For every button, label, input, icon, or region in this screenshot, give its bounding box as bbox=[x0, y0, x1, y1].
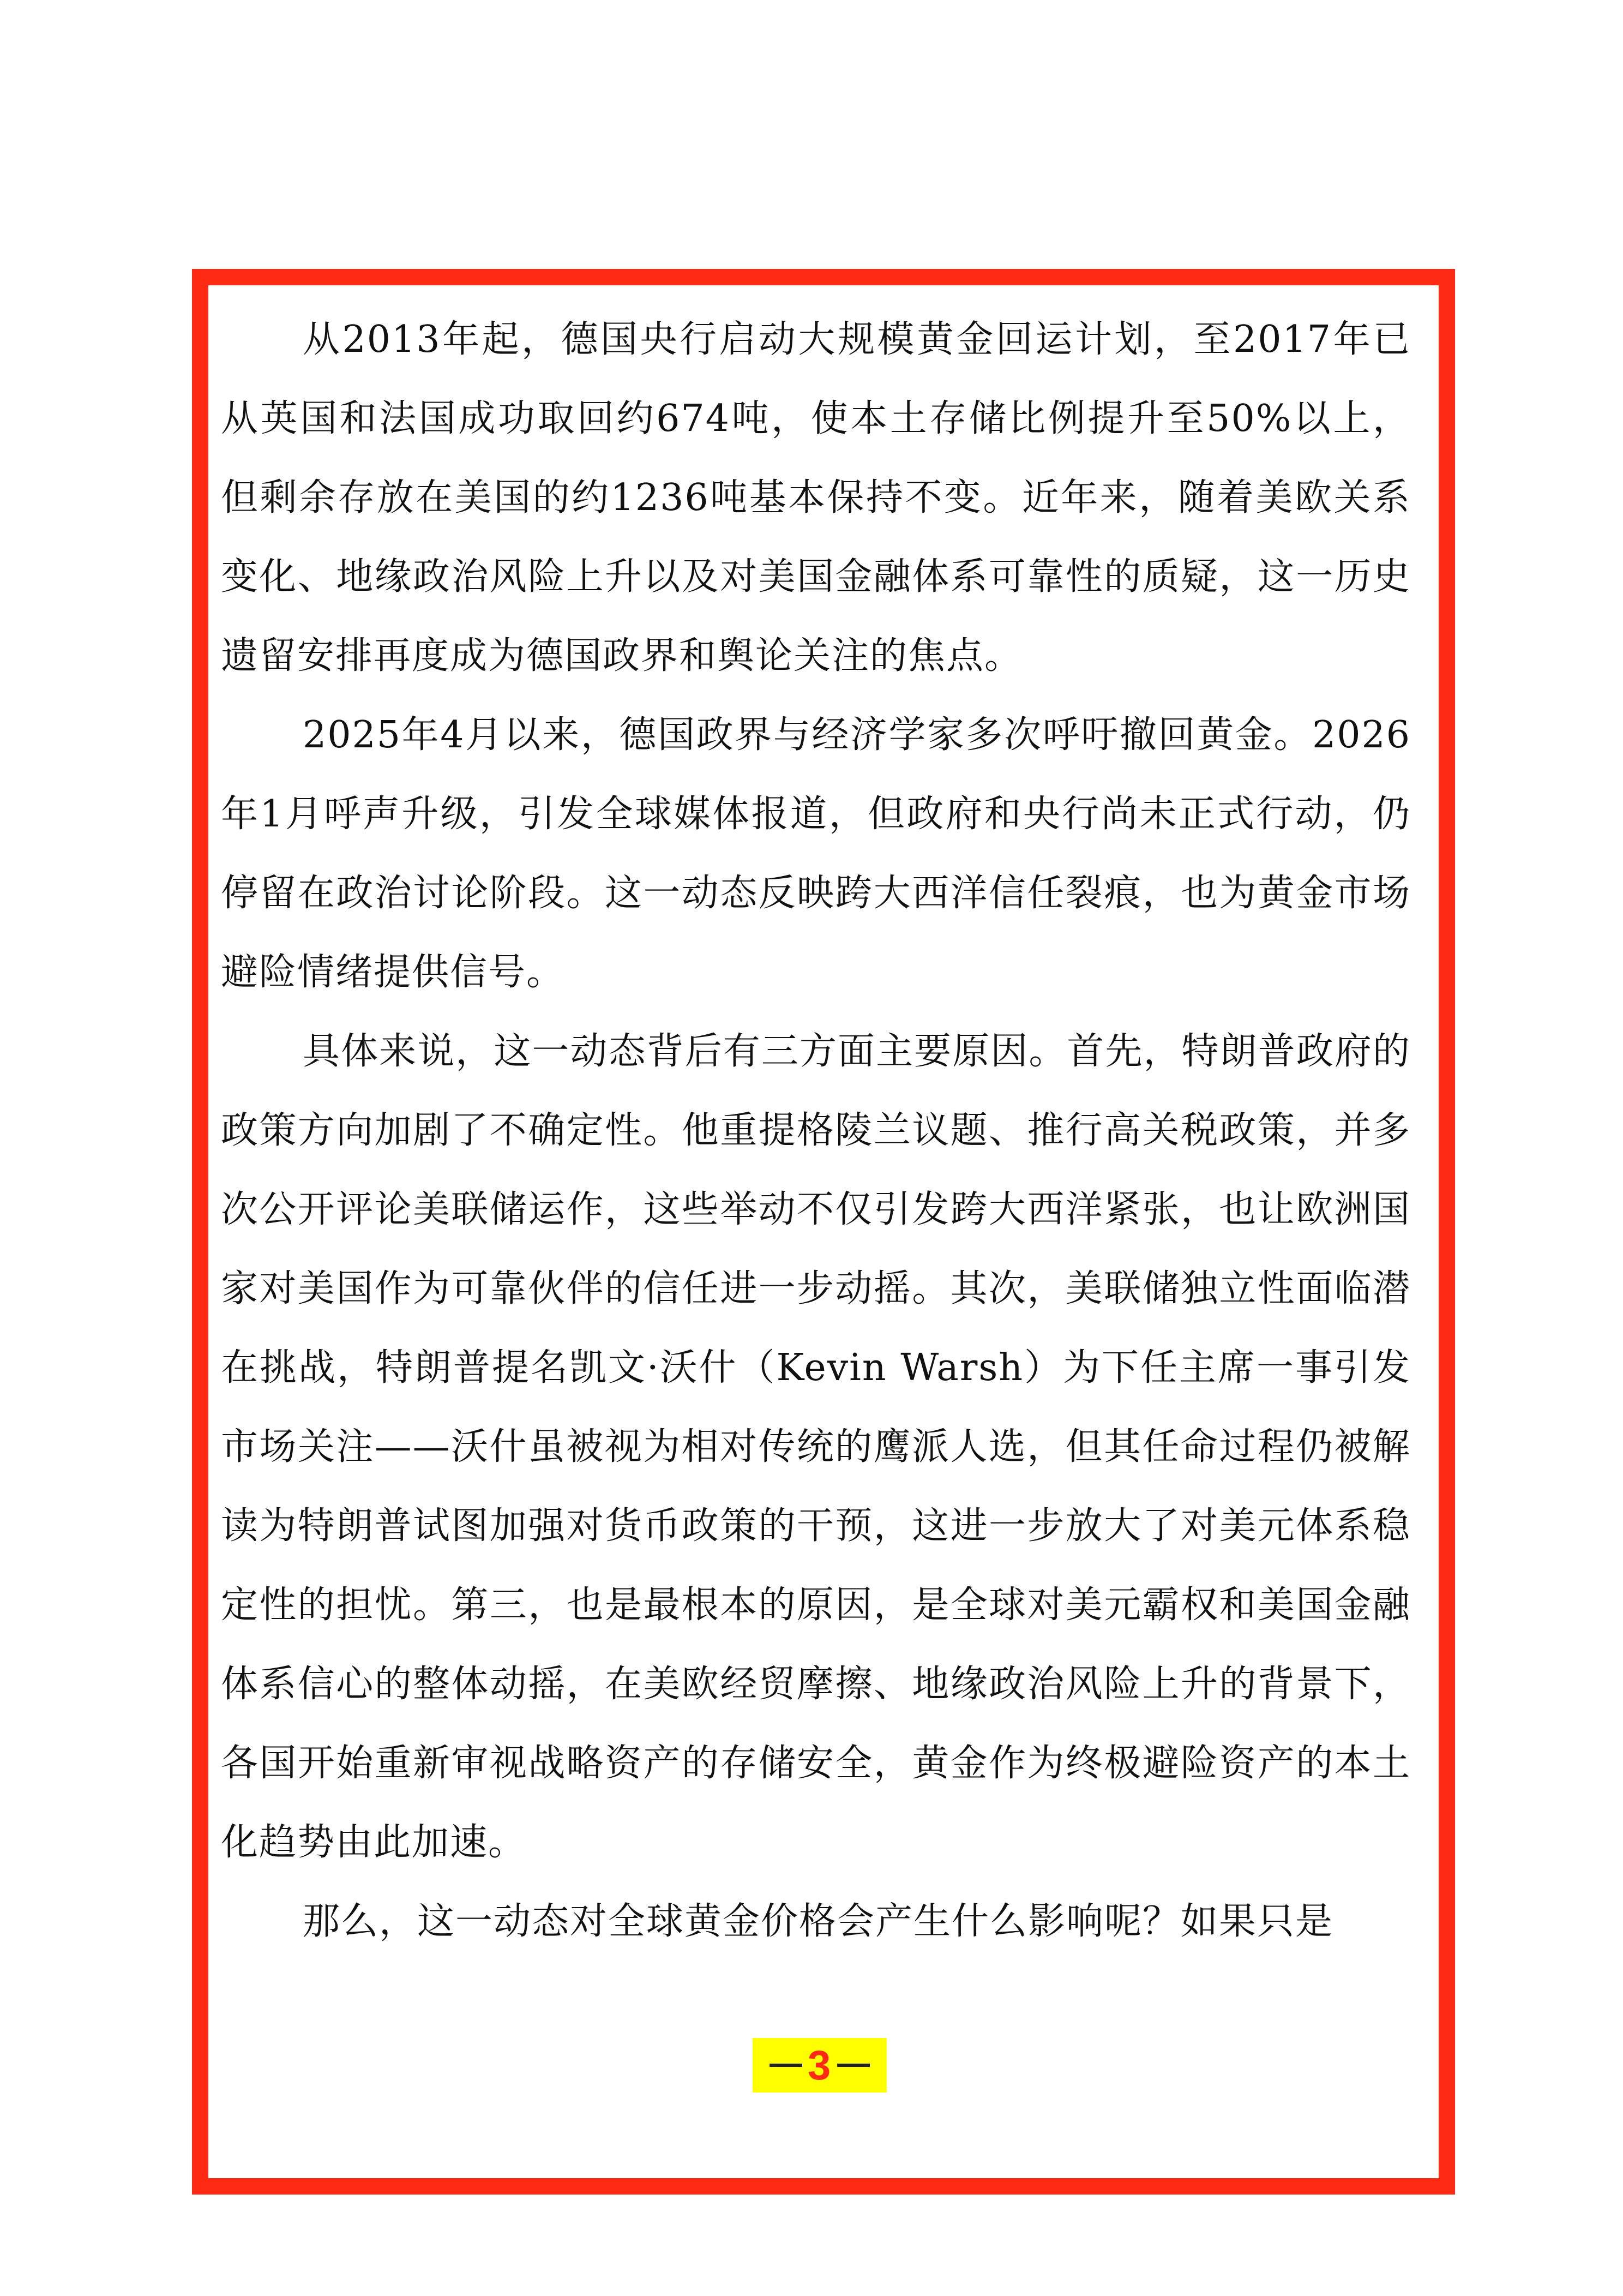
dash-left bbox=[770, 2064, 802, 2067]
body-text bbox=[221, 300, 1411, 1961]
paragraph-2: 2025年4月以来，德国政界与经济学家多次呼吁撤回黄金。2026年1月呼声升级，引发全球媒体报道，但政府和央行尚未正式行动，仍停留在政治讨论阶段。这一动态反映跨大西洋信任裂痕，也为黄金市场避险情绪提供信号。 bbox=[221, 714, 1411, 994]
dash-right bbox=[837, 2064, 870, 2067]
page-number: 3 bbox=[807, 2042, 832, 2089]
paragraph-1: 从2013年起，德国央行启动大规模黄金回运计划，至2017年已从英国和法国成功取回约674吨，使本土存储比例提升至50%以上，但剩余存放在美国的约1236吨基本保持不变。近年来，随着美欧关系变化、地缘政治风险上升以及对美国金融体系可靠性的质疑，这一历史遗留安排再度成为德国政界和舆论关注的焦点。 bbox=[221, 318, 1411, 678]
paragraph-4: 那么，这一动态对全球黄金价格会产生什么影响呢？如果只是 bbox=[303, 1900, 1334, 1943]
page-number-badge bbox=[753, 2038, 887, 2093]
paragraph-3: 具体来说，这一动态背后有三方面主要原因。首先，特朗普政府的政策方向加剧了不确定性。他重提格陵兰议题、推行高关税政策，并多次公开评论美联储运作，这些举动不仅引发跨大西洋紧张，也让欧洲国家对美国作为可靠伙伴的信任进一步动摇。其次，美联储独立性面临潜在挑战，特朗普提名凯文·沃什（Kevin Warsh）为下任主席一事引发市场关注——沃什虽被视为相对传统的鹰派人选，但其任命过程仍被解读为特朗普试图加强对货币政策的干预，这进一步放大了对美元体系稳定性的担忧。第三，也是最根本的原因，是全球对美元霸权和美国金融体系信心的整体动摇，在美欧经贸摩擦、地缘政治风险上升的背景下，各国开始重新审视战略资产的存储安全，黄金作为终极避险资产的本土化趋势由此加速。 bbox=[221, 1030, 1411, 1864]
